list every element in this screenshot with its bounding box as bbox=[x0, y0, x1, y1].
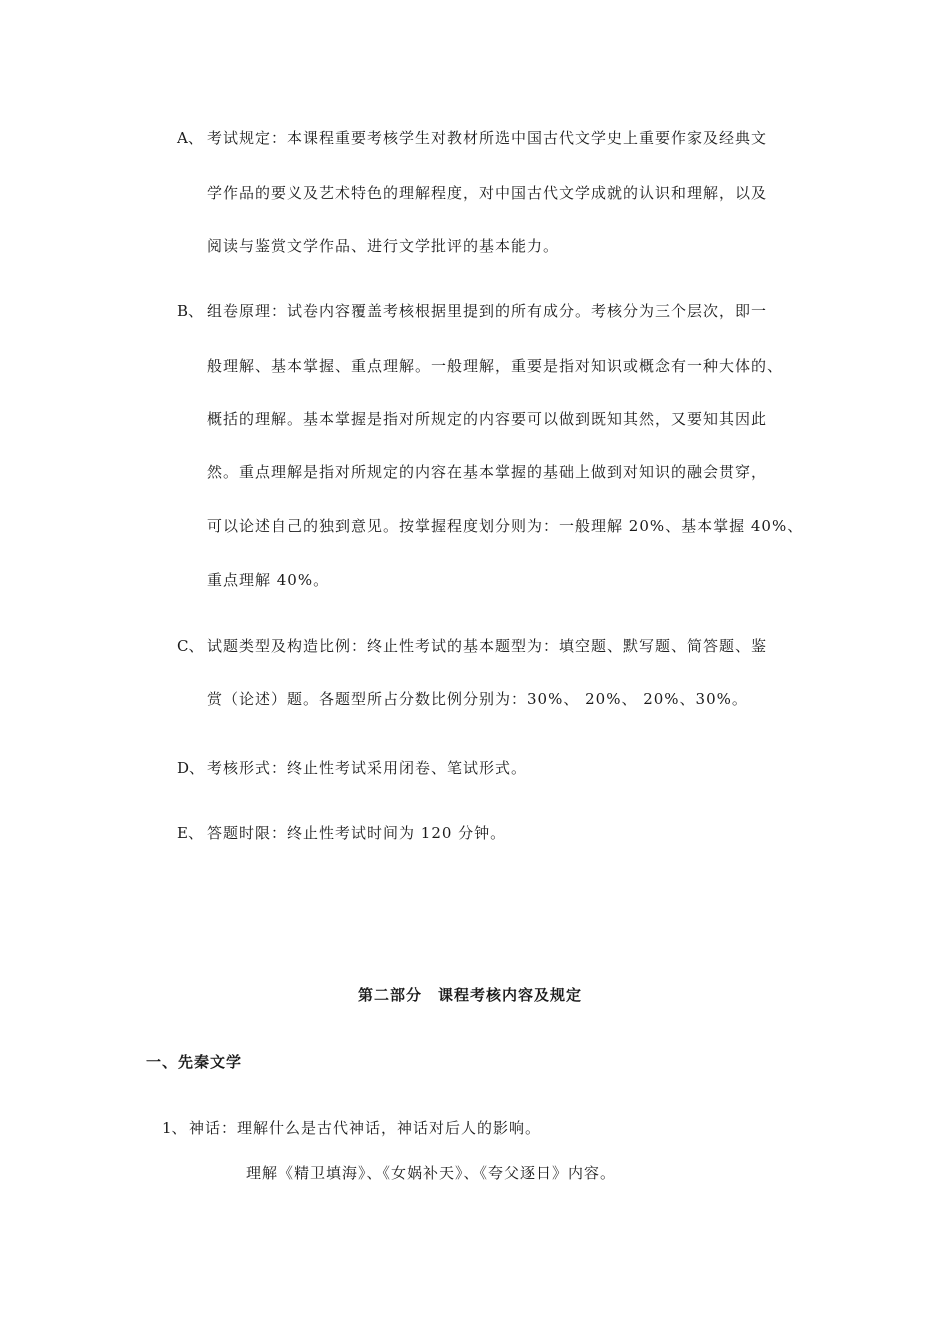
section-b-line-1: 组卷原理：试卷内容覆盖考核根据里提到的所有成分。考核分为三个层次，即一 bbox=[207, 302, 768, 320]
item-1-detail: 理解《精卫填海》、《女娲补天》、《夸父逐日》内容。 bbox=[246, 1164, 617, 1182]
section-d-marker: D、 bbox=[177, 759, 205, 777]
section-b-line-6: 重点理解 40%。 bbox=[207, 571, 330, 589]
section-a-line-2: 学作品的要义及艺术特色的理解程度，对中国古代文学成就的认识和理解，以及 bbox=[207, 184, 768, 202]
section-e-line-1: 答题时限：终止性考试时间为 120 分钟。 bbox=[207, 824, 507, 842]
item-1-marker: 1、 bbox=[162, 1119, 187, 1137]
section-b-line-4: 然。重点理解是指对所规定的内容在基本掌握的基础上做到对知识的融会贯穿， bbox=[207, 463, 768, 481]
section-c-line-1: 试题类型及构造比例：终止性考试的基本题型为：填空题、默写题、简答题、鉴 bbox=[207, 637, 768, 655]
section-a-line-1: 考试规定：本课程重要考核学生对教材所选中国古代文学史上重要作家及经典文 bbox=[207, 129, 768, 147]
item-1-text: 神话：理解什么是古代神话，神话对后人的影响。 bbox=[189, 1119, 542, 1137]
section-b-line-2: 般理解、基本掌握、重点理解。一般理解，重要是指对知识或概念有一种大体的、 bbox=[207, 357, 784, 375]
section-c-line-2: 赏（论述）题。各题型所占分数比例分别为：30%、 20%、 20%、30%。 bbox=[207, 690, 748, 708]
chapter-one-title: 一、先秦文学 bbox=[146, 1053, 243, 1071]
section-d-line-1: 考核形式：终止性考试采用闭卷、笔试形式。 bbox=[207, 759, 528, 777]
section-a-line-3: 阅读与鉴赏文学作品、进行文学批评的基本能力。 bbox=[207, 237, 560, 255]
section-c-marker: C、 bbox=[177, 637, 204, 655]
section-b-line-5: 可以论述自己的独到意见。按掌握程度划分则为：一般理解 20%、基本掌握 40%、 bbox=[207, 517, 804, 535]
section-e-marker: E、 bbox=[177, 824, 203, 842]
section-a-marker: A、 bbox=[177, 129, 203, 147]
part-two-title: 第二部分 课程考核内容及规定 bbox=[358, 986, 583, 1004]
section-b-line-3: 概括的理解。基本掌握是指对所规定的内容要可以做到既知其然，又要知其因此 bbox=[207, 410, 768, 428]
section-b-marker: B、 bbox=[177, 302, 204, 320]
